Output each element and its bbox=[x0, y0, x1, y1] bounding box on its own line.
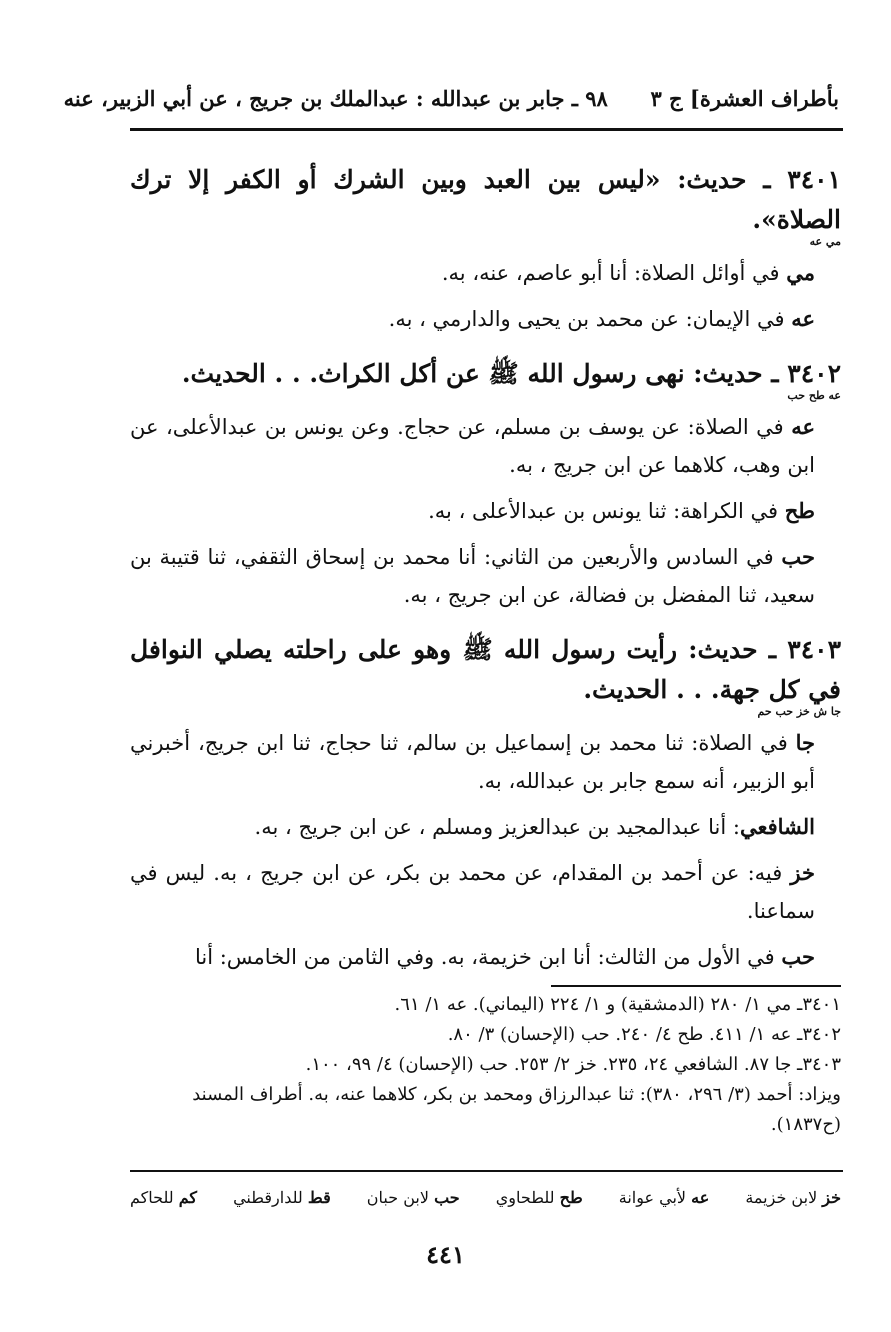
source-abbr: مي bbox=[786, 260, 815, 285]
source-abbr: طح bbox=[784, 498, 815, 523]
running-header bbox=[63, 82, 839, 116]
source-abbr: عه bbox=[791, 306, 815, 331]
legend-rule bbox=[130, 1170, 843, 1172]
takhrij-paragraph: الشافعي: أنا عبدالمجيد بن عبدالعزيز ومسلم ، عن ابن جريج ، به. bbox=[254, 814, 815, 839]
legend-item: خز لابن خزيمة bbox=[745, 1188, 841, 1207]
source-abbr: جا bbox=[795, 730, 815, 755]
source-abbr: عه bbox=[791, 414, 815, 439]
hadith-3403 bbox=[130, 630, 841, 976]
takhrij-paragraph: عه في الإيمان: عن محمد بن يحيى والدارمي ، به. bbox=[388, 306, 815, 331]
takhrij-paragraph: حب في الأول من الثالث: أنا ابن خزيمة، به. وفي الثامن من الخامس: أنا bbox=[194, 944, 815, 969]
legend-item: عه لأبي عوانة bbox=[618, 1188, 710, 1207]
hadith-title: ٣٤٠٢ ـ حديث: نهى رسول الله ﷺ عن أكل الكراث. . . الحديث. bbox=[181, 359, 841, 388]
header-rule bbox=[130, 128, 843, 131]
abbreviation-legend bbox=[130, 1183, 841, 1213]
source-abbr: حب bbox=[781, 544, 815, 569]
footnote: ٣٤٠٢ـ عه ١/ ٤١١. طح ٤/ ٢٤٠. حب (الإحسان) ٣/ ٨٠. bbox=[447, 1024, 841, 1045]
hadith-sigla: جا ش خز حب حم bbox=[757, 705, 841, 718]
footnote: ٣٤٠٣ـ جا ٨٧. الشافعي ٢٤، ٢٣٥. خز ٢/ ٢٥٣. حب (الإحسان) ٤/ ٩٩، ١٠٠. bbox=[305, 1054, 841, 1075]
legend-item: كم للحاكم bbox=[130, 1188, 198, 1207]
hadith-title: ٣٤٠١ ـ حديث: «ليس بين العبد وبين الشرك أو الكفر إلا ترك الصلاة». bbox=[130, 165, 841, 234]
takhrij-paragraph: مي في أوائل الصلاة: أنا أبو عاصم، عنه، به. bbox=[441, 260, 815, 285]
footnote: ٣٤٠١ـ مي ١/ ٢٨٠ (الدمشقية) و ١/ ٢٢٤ (اليماني). عه ١/ ٦١. bbox=[394, 994, 841, 1015]
hadith-sigla: عه طح حب bbox=[787, 389, 841, 402]
header-book: بأطراف العشرة] ج ٣ bbox=[650, 86, 839, 111]
footnote-rule bbox=[551, 985, 841, 987]
footnote: ويزاد: أحمد (٣/ ٢٩٦، ٣٨٠): ثنا عبدالرزاق ومحمد بن بكر، كلاهما عنه، به. أطراف المسند (ح١٨٣٧). bbox=[192, 1084, 841, 1135]
takhrij-paragraph: طح في الكراهة: ثنا يونس بن عبدالأعلى ، به. bbox=[428, 498, 815, 523]
legend-item: حب لابن حبان bbox=[366, 1188, 460, 1207]
legend-item: قط للدارقطني bbox=[233, 1188, 331, 1207]
footnotes bbox=[130, 990, 841, 1140]
main-text bbox=[130, 160, 841, 992]
header-section: ٩٨ ـ جابر بن عبدالله : عبدالملك بن جريج ، عن أبي الزبير، عنه bbox=[63, 86, 608, 111]
takhrij-paragraph: جا في الصلاة: ثنا محمد بن إسماعيل بن سالم، ثنا حجاج، ثنا ابن جريج، أخبرني أبو الزبير، أنه سمع جابر بن عبدالله، به. bbox=[130, 730, 815, 793]
hadith-title: ٣٤٠٣ ـ حديث: رأيت رسول الله ﷺ وهو على راحلته يصلي النوافل في كل جهة. . . الحديث. bbox=[130, 635, 841, 704]
page-number: ٤٤١ bbox=[426, 1240, 465, 1269]
source-abbr: خز bbox=[790, 860, 815, 885]
hadith-sigla: مي عه bbox=[809, 235, 841, 248]
hadith-3402 bbox=[130, 354, 841, 614]
source-abbr: حب bbox=[781, 944, 815, 969]
takhrij-paragraph: عه في الصلاة: عن يوسف بن مسلم، عن حجاج. وعن يونس بن عبدالأعلى، عن ابن وهب، كلاهما عن ابن جريج ، به. bbox=[130, 414, 815, 477]
hadith-3401 bbox=[130, 160, 841, 338]
takhrij-paragraph: خز فيه: عن أحمد بن المقدام، عن محمد بن بكر، عن ابن جريج ، به. ليس في سماعنا. bbox=[130, 860, 815, 923]
source-abbr: الشافعي bbox=[739, 814, 815, 839]
takhrij-paragraph: حب في السادس والأربعين من الثاني: أنا محمد بن إسحاق الثقفي، ثنا قتيبة بن سعيد، ثنا المفضل بن فضالة، عن ابن جريج ، به. bbox=[130, 544, 815, 607]
legend-item: طح للطحاوي bbox=[495, 1188, 583, 1207]
